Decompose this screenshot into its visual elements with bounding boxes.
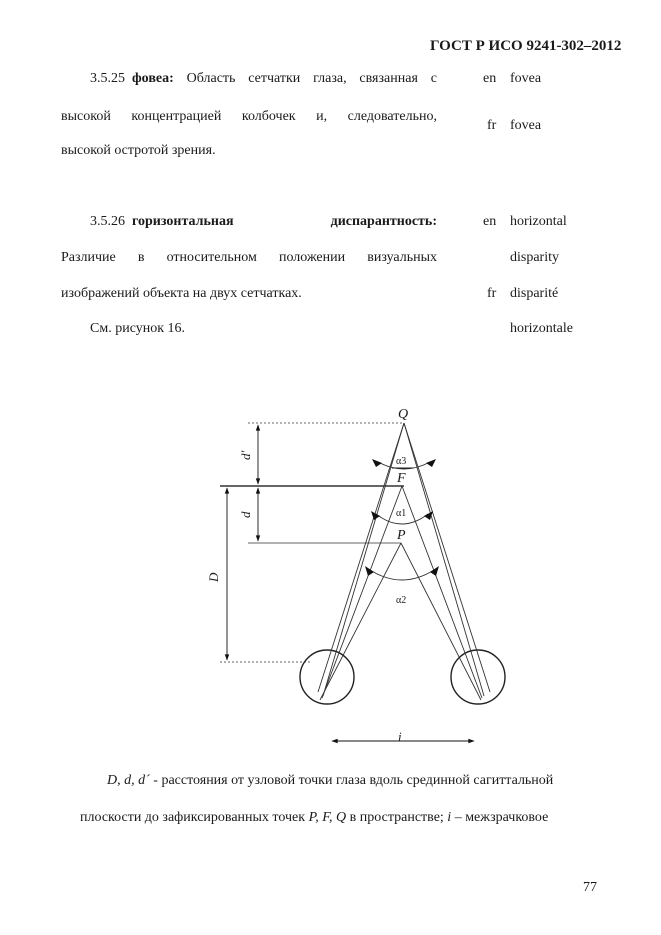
definition-word: сетчатки (248, 71, 301, 86)
sight-line-left-f (322, 486, 402, 698)
caption-line1 (107, 773, 553, 789)
equivalent-fr: fovea (510, 118, 542, 133)
equivalent-fr-1: disparité (510, 286, 559, 301)
alpha2-right-arrowhead (430, 566, 439, 576)
caption-variables: P, F, Q (308, 810, 347, 825)
term-3-5-25-line3: высокой остротой зрения. (61, 143, 216, 158)
sight-line-left-p (320, 543, 401, 700)
label-d: d (238, 511, 253, 518)
definition-word: и, (316, 109, 328, 124)
term-3-5-26-line3: изображений объекта на двух сетчатках. (61, 286, 302, 301)
alpha2-left-arrowhead (365, 566, 374, 576)
lang-code-en: en (483, 71, 497, 86)
definition-word: высокой (61, 109, 111, 124)
label-alpha2: α2 (396, 595, 407, 606)
angle-arc-alpha2 (370, 570, 434, 580)
equivalent-en-2: disparity (510, 250, 559, 265)
sight-line-right-q (404, 423, 484, 696)
equivalent-fr-2: horizontale (510, 321, 573, 336)
equivalent-en-1: horizontal (510, 214, 567, 229)
definition-word: глаза, (313, 71, 347, 86)
see-figure: См. рисунок 16. (90, 321, 186, 336)
definition-word: Различие (61, 250, 116, 265)
page-number: 77 (583, 880, 597, 895)
label-F: F (397, 471, 406, 486)
equivalent-en: fovea (510, 71, 542, 86)
definition-word: связанная (359, 71, 418, 86)
definition-word: в (137, 250, 145, 265)
label-D: D (206, 572, 221, 582)
left-eye (300, 650, 354, 704)
definition-word: относительном (166, 250, 257, 265)
alpha3-left-arrowhead (372, 459, 382, 467)
term-number: 3.5.26 (90, 214, 125, 229)
label-P: P (397, 528, 406, 543)
caption-variables: D, d, d´ (107, 773, 150, 788)
term-name-word2: диспарантность: (330, 214, 437, 229)
sight-line-right-f (402, 486, 482, 698)
label-Q: Q (398, 407, 409, 422)
caption-text: - расстояния от узловой точки глаза вдоль срединной сагиттальной (149, 773, 554, 788)
definition-word: концентрацией (131, 109, 222, 124)
sight-line-left-q (323, 423, 407, 696)
label-i: i (398, 729, 402, 744)
sight-line-left-q-2 (318, 423, 407, 692)
caption-line2 (80, 810, 548, 826)
alpha3-right-arrowhead (426, 459, 436, 467)
definition-word: с (430, 71, 437, 86)
sight-line-right-p (401, 543, 481, 700)
term-name-word1: горизонтальная (132, 214, 234, 229)
term-name: фовеа: (132, 71, 174, 86)
caption-text: плоскости до зафиксированных точек (80, 810, 309, 825)
definition-word: положении (279, 250, 346, 265)
lang-code-fr: fr (487, 286, 497, 301)
caption-text: в пространстве; (346, 810, 448, 825)
caption-text: – межзрачковое (451, 810, 549, 825)
definition-word: визуальных (367, 250, 437, 265)
label-d-prime: d′ (238, 450, 253, 460)
definition-word: следовательно, (347, 109, 437, 124)
document-header: ГОСТ Р ИСО 9241-302–2012 (430, 38, 622, 54)
definition-word: Область (186, 71, 236, 86)
label-alpha1: α1 (396, 508, 407, 519)
caption-variable-i: i (447, 810, 452, 825)
definition-word: колбочек (241, 109, 296, 124)
lang-code-fr: fr (487, 118, 497, 133)
term-number: 3.5.25 (90, 71, 125, 86)
lang-code-en: en (483, 214, 497, 229)
label-alpha3: α3 (396, 456, 407, 467)
sight-line-right-q-2 (404, 423, 490, 692)
